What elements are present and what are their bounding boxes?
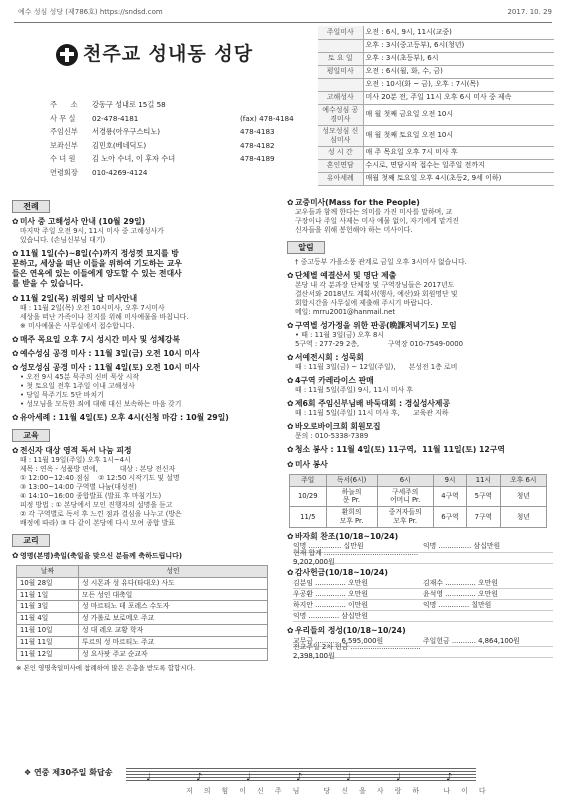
flower-icon: ✿ [12, 348, 19, 358]
offering-title: 우리들의 정성(10/18~10/24) [295, 626, 406, 636]
flower-icon: ✿ [287, 531, 294, 541]
feast-saint: 성 가롤로 보로메오 주교 [79, 613, 268, 625]
mass-time-label: 고해성사 [318, 91, 363, 104]
notice-item [12, 349, 278, 359]
list-item [293, 578, 553, 589]
mass-header: 독서(6시) [326, 474, 377, 486]
table-row [290, 507, 547, 528]
mass-header: 6시 [377, 474, 433, 486]
music-note-icon: ♪ [196, 772, 203, 783]
music-note-icon: ♩ [146, 772, 151, 783]
notice-item [287, 198, 553, 235]
list-item [293, 548, 553, 566]
notice-item [12, 363, 278, 409]
notice-item [12, 335, 278, 345]
cross-logo-icon [56, 44, 78, 66]
notice-item-title: 성모성심 공경 미사 : 11월 4일(토) 오전 10시 미사 [20, 362, 200, 372]
music-note-icon: ♩ [346, 772, 351, 783]
notice-item [287, 258, 553, 267]
notice-item-title-row [12, 335, 278, 345]
notice-item [287, 353, 553, 372]
mass-time-label: 성 시 간 [318, 146, 363, 159]
mass-time-value: 오후 : 3시(초등부), 6시 [363, 52, 554, 65]
mass-time-value: 수시로, 면담시작 접수는 일주일 전까지 [363, 159, 554, 172]
notice-item-title-row [287, 198, 553, 208]
table-row [17, 589, 268, 601]
notice-item-title: 4구역 카레라이스 판매 [295, 376, 374, 386]
mass-cell: 11/5 [290, 507, 327, 528]
mass-time-row [318, 159, 554, 172]
notice-item-title: 미사 봉사 [295, 459, 328, 469]
table-row [17, 613, 268, 625]
left-column [12, 198, 278, 672]
mass-service-table [289, 474, 547, 528]
feast-date: 11월 4일 [17, 613, 79, 625]
music-note-icon: ♩ [396, 772, 401, 783]
info-row [50, 98, 300, 112]
flower-icon: ✿ [287, 626, 294, 636]
list-cell: 교무금 ........... 6,595,000원 [293, 636, 384, 645]
bazaar-title: 바자회 찬조(10/18~10/24) [295, 531, 399, 541]
mass-time-value: 오전 : 10시(화 ~ 금), 오후 : 7시(목) [363, 78, 554, 91]
info-phone: 478-4182 [240, 140, 275, 150]
flower-icon: ✿ [12, 249, 19, 259]
notice-item-body: 문의 : 010-5338-7389 [295, 432, 369, 441]
feast-date: 11월 11일 [17, 636, 79, 648]
notice-item-title: 예수성심 공경 미사 : 11월 3일(금) 오전 10시 미사 [20, 348, 200, 358]
offering-item [287, 626, 553, 661]
info-value: 서경룡(아우구스티노) [92, 127, 161, 137]
notice-item-body: 때 : 11월 5일(주일) 11시 미사 후, 교육관 지하 [295, 409, 449, 418]
notice-item-title-row [287, 445, 553, 455]
notice-item-title-row [12, 294, 278, 304]
mass-header: 주일 [290, 474, 327, 486]
notice-item-body: 마지막 주일 오전 9시, 11시 미사 중 고해성사가 있습니다. (손님신부님 대기) [20, 227, 164, 245]
notice-item-title: 유아세례 : 11월 4일(토) 오후 4시(신청 마감 : 10월 29일) [20, 412, 229, 422]
thanks-item [287, 568, 553, 622]
list-cell: 익명 .............. 삼십만원 [293, 611, 368, 620]
flower-icon: ✿ [287, 376, 294, 386]
list-cell: 익명 ............... 삼십만원 [423, 542, 501, 551]
notice-item-title: 교중미사(Mass for the People) [295, 198, 420, 207]
info-phone: 478-4183 [240, 127, 275, 137]
flower-icon: ✿ [287, 567, 294, 577]
flower-icon: ✿ [12, 293, 19, 303]
flower-icon: ✿ [12, 412, 19, 422]
notice-item-title-row [12, 363, 278, 373]
table-row [17, 577, 268, 589]
notice-item-title-row [287, 422, 553, 432]
notice-item-title: 11월 1일(수)~8일(수)까지 정성껏 묘지를 방 문하고, 세상을 떠난 이들을 위하여 기도하는 교우 들은 연옥에 있는 이들에게 양도할 수 있는 전대사 를 받을 수 있습니다. [12, 249, 182, 289]
music-staff [126, 768, 476, 786]
feast-saint: 모든 성인 대축일 [79, 589, 268, 601]
info-value: 김민호(베네딕도) [92, 140, 147, 150]
mass-time-row [318, 104, 554, 125]
notice-item [12, 217, 278, 245]
church-name: 천주교 성내동 성당 [83, 43, 254, 65]
mass-time-row [318, 91, 554, 104]
list-cell: 주일헌금 ........... 4,864,100원 [423, 636, 520, 645]
info-value: 010-4269-4124 [92, 167, 148, 177]
section-doctrine: 교리 [12, 534, 50, 547]
feast-date: 11월 3일 [17, 601, 79, 613]
feast-saint: 성 대 레오 교황 학자 [79, 625, 268, 637]
notice-item-body: 때 : 11월 2일(목) 오전 10시미사, 오후 7시미사 세상을 떠난 가족이나 친지를 위해 미사예물을 바칩니다. ※ 미사예물은 사무실에서 접수합니다. [20, 303, 189, 330]
info-phone: (fax) 478-4184 [240, 113, 294, 123]
edu-item [12, 446, 278, 528]
flower-icon: ✿ [287, 422, 294, 432]
notice-item-title: 바오로바이크회 회원모집 [295, 422, 381, 432]
top-bar [18, 8, 552, 20]
mass-header-row [290, 474, 547, 486]
mass-time-label: 평일미사 [318, 65, 363, 78]
mass-time-row [318, 39, 554, 52]
feast-date: 10월 28일 [17, 577, 79, 589]
mass-time-value: 매 월 첫째 금요일 오전 10시 [363, 104, 554, 125]
mass-time-label [318, 39, 363, 52]
notice-item-title-row [12, 217, 278, 227]
notice-item-title-row [287, 399, 553, 409]
mass-cell: 구세주의 어머니 Pr. [377, 486, 433, 507]
info-row [50, 112, 300, 126]
feast-table [16, 565, 268, 661]
mass-time-row [318, 26, 554, 39]
notice-item-body: 본당 내 각 분과장 단체장 및 구역장님들은 2017년도 결산서와 2018년도 계획서(행사, 예산)와 회원명단 및 회합시간을 사무실에 제출해 주시기 바랍니다. 메일: mrru2001@hanmail.net [295, 281, 458, 317]
list-item [293, 589, 553, 600]
section-liturgy: 전례 [12, 200, 50, 213]
info-row [50, 139, 300, 153]
mass-time-value: 미사 20분 전, 주일 11시 오후 6시 미사 중 제속 [363, 91, 554, 104]
flower-icon: ✿ [287, 459, 294, 469]
mass-time-row [318, 65, 554, 78]
feast-header: 성인 [79, 565, 268, 577]
notice-item-body: 때 : 11월 5일(주일) 9시, 11시 미사 후 [295, 386, 414, 395]
mass-time-row [318, 52, 554, 65]
notice-item-title-row [12, 349, 278, 359]
feast-saint: 성 시몬과 성 유다(타대오) 사도 [79, 577, 268, 589]
psalm-lyric: 저의힘이신주님 당신을사랑하 나이다 [186, 787, 497, 795]
info-row [50, 166, 300, 180]
feast-saint: 성 요사팟 주교 순교자 [79, 648, 268, 660]
info-row [50, 152, 300, 166]
notice-item-title-row [287, 271, 553, 281]
list-cell: 익명 ............... 십만원 [293, 542, 364, 551]
mass-cell: 환희의 모후 Pr. [326, 507, 377, 528]
info-value: 02-478-4181 [92, 113, 139, 123]
section-notice: 알림 [287, 241, 325, 254]
notice-item-body: • 때 : 11월 3일(금) 오후 8시 5구역 : 277-29 2층, 구역장 010-7549-0000 [295, 331, 464, 349]
contact-info [50, 98, 300, 179]
table-row [17, 648, 268, 660]
notice-item-title-row [287, 353, 553, 363]
notice-item-title: 미사 중 고해성사 안내 (10월 29일) [20, 217, 146, 226]
mass-cell: 5구역 [467, 486, 500, 507]
feast-title: 영명(본명)축일(축일을 맞으신 분들께 축하드립니다) [20, 551, 183, 560]
feast-saint: 성 마르티노 데 포레스 수도자 [79, 601, 268, 613]
mass-header: 오후 6시 [500, 474, 546, 486]
notice-item [287, 321, 553, 349]
mass-header: 9시 [433, 474, 466, 486]
list-cell: 윤석영 .............. 오만원 [423, 589, 498, 598]
flower-icon: ✿ [287, 271, 294, 280]
list-cell: 우공환 .............. 오만원 [293, 589, 368, 598]
mass-time-value: 매 월 첫째 토요일 오전 10시 [363, 125, 554, 146]
notice-item-title-row [287, 460, 553, 470]
notice-item-body: 때 : 11월 3일(금) ~ 12일(주일), 본성전 1층 로비 [295, 363, 458, 372]
edu-body: 때 : 11월 19일(주일) 오후 1시~4시 제목 : 연옥 - 성품방 편에, 대상 : 본당 전신자 ① 12:00~12:40 점심 ② 12:50 시작기도 및 설명 ③ 13:00~14:00 구역별 나눔(대성전) ④ 14:10~16:00 종합발표 (발표 후 마침기도) 피정 방법 : ① 본당에서 모인 진행자의 설명을 듣고 ② 각 구역별로 독서 후 느낀 점과 결심을 나누고 (방은 배정에 따라) ③ 다 같이 본당에 다시 모여 종합 발표 [20, 456, 182, 527]
info-label: 주임신부 [50, 127, 78, 137]
list-item [293, 600, 553, 611]
notice-item-body: † 중고등부 가을소풍 관계로 금일 오후 3시미사 없습니다. [295, 258, 467, 267]
info-value: 강동구 성내로 15길 58 [92, 100, 166, 110]
notice-item-title-row [287, 321, 553, 331]
mass-time-row [318, 172, 554, 185]
mass-time-row [318, 125, 554, 146]
list-item [293, 643, 553, 661]
music-note-icon: ♪ [446, 772, 453, 783]
mass-header: 11시 [467, 474, 500, 486]
mass-schedule-table [318, 26, 554, 186]
list-cell: 전교주일 2차 헌금 ................................ 2,398,100원 [293, 643, 421, 661]
mass-time-value: 매월 첫째 토요일 오후 4시(초등2, 9세 이하) [363, 172, 554, 185]
mass-time-label: 성모성심 신심미사 [318, 125, 363, 146]
notice-item-body: • 오전 9시 45분 묵주의 신비 묵상 시작 • 첫 토요일 전후 1주일 이내 고해성사 • 당일 묵주기도 5단 바치기 • 성모님을 모독한 죄에 대해 대신 보속하는 마음 갖기 [20, 372, 182, 408]
thanks-title: 감사헌금(10/18~10/24) [295, 567, 388, 577]
notice-item-title: 제6회 주임신부님배 바둑대회 : 경실성사제공 [295, 399, 450, 409]
mass-cell: 10/29 [290, 486, 327, 507]
notice-item-title: 단체별 예결산서 및 명단 제출 [295, 271, 397, 280]
mass-time-label: 토 요 일 [318, 52, 363, 65]
notice-item-title-row [12, 249, 278, 290]
list-cell: 김분임 .............. 오만원 [293, 578, 368, 587]
list-cell: 김재수 .............. 오만원 [423, 578, 498, 587]
feast-saint: 투르의 성 마르티노 주교 [79, 636, 268, 648]
mass-cell: 7구역 [467, 507, 500, 528]
mass-time-row [318, 78, 554, 91]
flower-icon: ✿ [12, 217, 19, 226]
flower-icon: ✿ [12, 334, 19, 344]
feast-header: 날짜 [17, 565, 79, 577]
flower-icon: ✿ [287, 353, 294, 363]
info-label: 주 소 [50, 100, 78, 110]
info-row [50, 125, 300, 139]
info-label: 보좌신부 [50, 140, 78, 150]
table-row [290, 486, 547, 507]
mass-cell: 중거자들의 모후 Pr. [377, 507, 433, 528]
right-column [287, 198, 553, 662]
feast-item [12, 551, 278, 561]
bazaar-item [287, 532, 553, 564]
notice-item-title-row [287, 376, 553, 386]
divider [14, 22, 552, 23]
notice-item [12, 294, 278, 331]
notice-item [287, 422, 553, 441]
flower-icon: ✿ [12, 445, 19, 455]
list-cell: 현재 합계 ........................................... 9,202,000원 [293, 548, 419, 566]
flower-icon: ✿ [287, 321, 294, 330]
list-cell: 익명 .............. 칠만원 [423, 600, 492, 609]
feast-date: 11월 1일 [17, 589, 79, 601]
feast-date: 11월 12일 [17, 648, 79, 660]
notice-item [287, 376, 553, 395]
table-row [17, 625, 268, 637]
footer-psalm [16, 766, 554, 795]
flower-icon: ✿ [287, 399, 294, 409]
list-cell: 하지안 .............. 이만원 [293, 600, 368, 609]
notice-item-title-row [12, 413, 278, 423]
table-row [17, 601, 268, 613]
mass-time-value: 오전 : 6시, 9시, 11시(교중) [363, 26, 554, 39]
mass-time-value: 오후 : 3시(중고등부), 6시(청년) [363, 39, 554, 52]
notice-item-title: 청소 봉사 : 11월 4일(토) 11구역, 11월 11일(토) 12구역 [295, 445, 505, 455]
mass-cell: 6구역 [433, 507, 466, 528]
notice-item-body: 교우들과 함께 한다는 의미를 가진 미사를 말하며, 교 구장이나 주일 사제는 미사 예물 없이, 자기에게 맡겨진 신자들을 위해 봉헌해야 하는 미사이다. [295, 208, 459, 235]
mass-time-label: 예수성심 공경미사 [318, 104, 363, 125]
flower-icon: ✿ [12, 550, 19, 560]
mass-time-label: 주일미사 [318, 26, 363, 39]
mass-time-row [318, 146, 554, 159]
mass-time-value: 오전 : 6시(월, 화, 수, 금) [363, 65, 554, 78]
info-label: 수 녀 원 [50, 154, 76, 164]
mass-cell: 하늘의 문 Pr. [326, 486, 377, 507]
notice-item-title: 서예전시회 : 성묵회 [295, 353, 364, 363]
psalm-title: ❖ 연중 제30주일 화답송 [24, 768, 113, 777]
mass-time-label [318, 78, 363, 91]
bulletin-date: 2017. 10. 29 [507, 8, 552, 16]
edu-title: 전신자 대상 영적 독서 나눔 피정 [20, 445, 132, 455]
feast-date: 11월 10일 [17, 625, 79, 637]
notice-item-title: 11월 2일(목) 위령의 날 미사안내 [20, 293, 138, 303]
info-label: 사 무 실 [50, 113, 76, 123]
feast-header-row [17, 565, 268, 577]
notice-item [287, 271, 553, 317]
mass-cell: 청년 [500, 507, 546, 528]
notice-item [287, 460, 553, 470]
flower-icon: ✿ [287, 445, 294, 455]
info-phone: 478-4189 [240, 154, 275, 164]
mass-time-label: 유아세례 [318, 172, 363, 185]
mass-time-label: 혼인면담 [318, 159, 363, 172]
notice-item-title: 구역별 성가정을 위한 판공(晩課저녁기도) 모임 [295, 321, 457, 330]
table-row [17, 636, 268, 648]
mass-cell: 청년 [500, 486, 546, 507]
notice-item [287, 399, 553, 418]
notice-item-title: 매주 목요일 오후 7시 성시간 미사 및 성체강복 [20, 334, 180, 344]
info-label: 연령회장 [50, 167, 78, 177]
feast-note: ※ 본인 영명축일미사에 참례하여 많은 은총을 받도록 합합시다. [16, 663, 195, 672]
bulletin-issue: 예수 성심 성당 (제786호) https://sndsd.com [18, 8, 163, 16]
notice-item [12, 249, 278, 290]
mass-time-value: 매 주 목요일 오후 7시 미사 후 [363, 146, 554, 159]
section-education: 교육 [12, 429, 50, 442]
flower-icon: ✿ [287, 198, 294, 207]
list-item [293, 611, 553, 622]
music-note-icon: ♪ [296, 772, 303, 783]
flower-icon: ✿ [12, 362, 19, 372]
info-value: 김 노아 수녀, 이 후자 수녀 [92, 154, 176, 164]
notice-item [12, 413, 278, 423]
music-note-icon: ♩ [246, 772, 251, 783]
mass-cell: 4구역 [433, 486, 466, 507]
notice-item [287, 445, 553, 455]
